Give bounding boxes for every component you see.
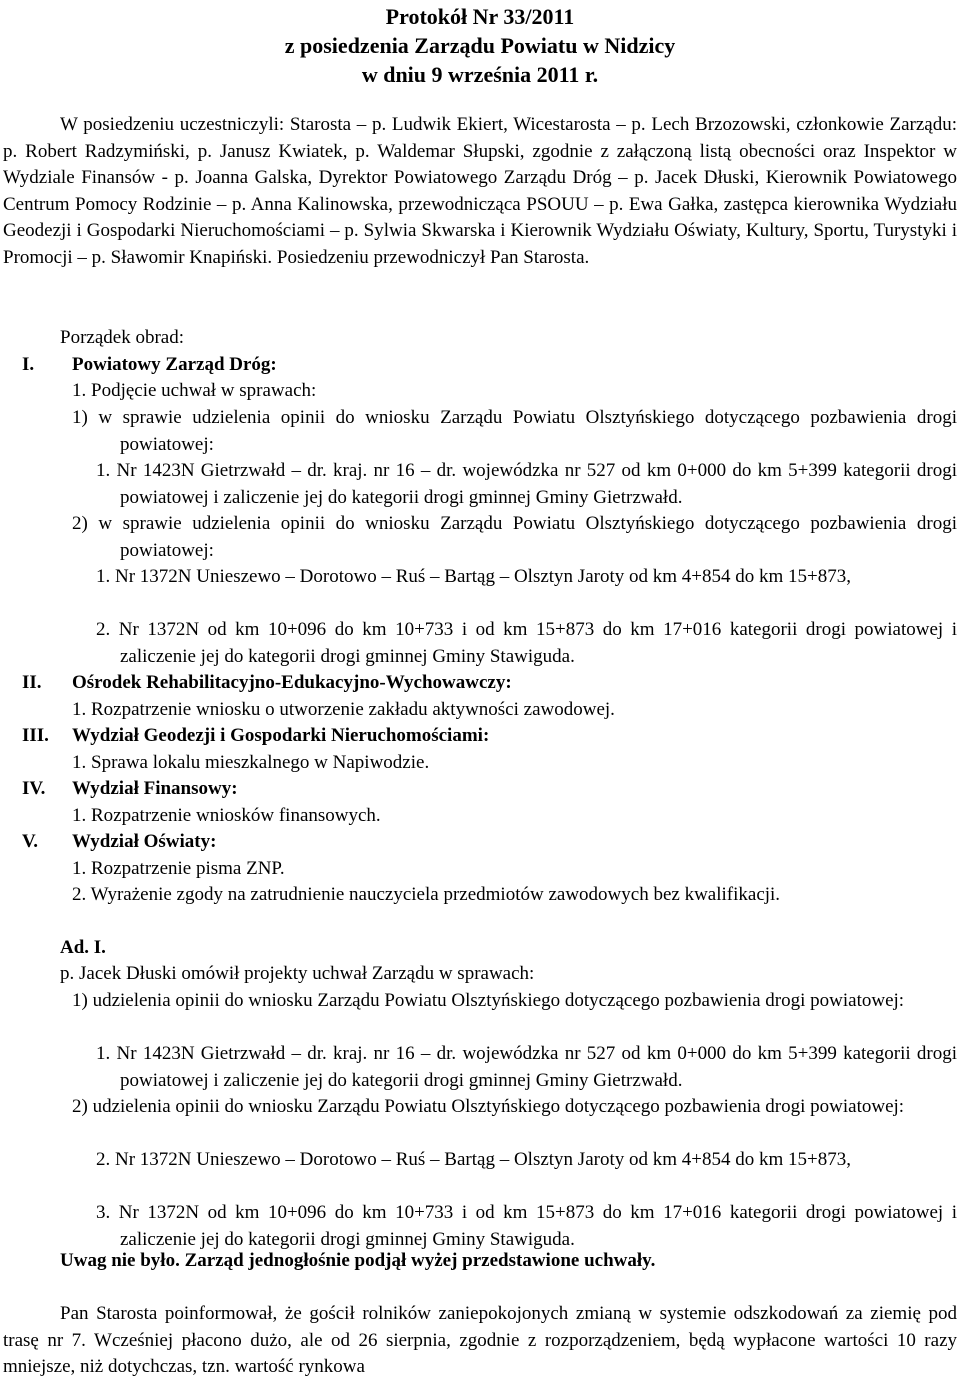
- section-numeral-3: III.: [22, 725, 49, 746]
- agenda-subitem: 1) w sprawie udzielenia opinii do wniosku Zarządu Powiatu Olsztyńskiego dotyczącego pozbawienia drogi powiatowej:: [72, 407, 957, 455]
- road-item: 2. Nr 1372N od km 10+096 do km 10+733 i od km 15+873 do km 17+016 kategorii drogi powiatowej i zaliczenie jej do kategorii drogi gminnej Gminy Stawiguda.: [96, 619, 957, 667]
- ad-road-item: 2. Nr 1372N Unieszewo – Dorotowo – Ruś – Bartąg – Olsztyn Jaroty od km 4+854 do km 15+873,: [96, 1149, 851, 1170]
- ad-intro: p. Jacek Dłuski omówił projekty uchwał Zarządu w sprawach:: [60, 963, 535, 984]
- section-numeral-2: II.: [22, 672, 42, 693]
- ad-subitem: 1) udzielenia opinii do wniosku Zarządu Powiatu Olsztyńskiego dotyczącego pozbawienia drogi powiatowej:: [72, 990, 905, 1011]
- agenda-item: 2. Wyrażenie zgody na zatrudnienie nauczyciela przedmiotów zawodowych bez kwalifikacji.: [72, 884, 781, 905]
- title-line-2: z posiedzenia Zarządu Powiatu w Nidzicy: [284, 33, 676, 58]
- ad-heading: Ad. I.: [60, 937, 106, 958]
- closing-paragraph: Pan Starosta poinformował, że gościł rolników zaniepokojonych zmianą w systemie odszkodowań za ziemię pod trasę nr 7. Wcześniej płacono dużo, ale od 26 sierpnia, zgodnie z rozporządzeniem, będą wypłacone wartości 10 razy mniejsze, niż dotychczas, tzn. wartość rynkowa: [3, 1303, 957, 1377]
- section-title-5: Wydział Oświaty:: [72, 831, 217, 852]
- road-item: 1. Nr 1372N Unieszewo – Dorotowo – Ruś – Bartąg – Olsztyn Jaroty od km 4+854 do km 15+873,: [96, 566, 851, 587]
- section-title-1: Powiatowy Zarząd Dróg:: [72, 354, 277, 375]
- ad-conclusion: Uwag nie było. Zarząd jednogłośnie podjął wyżej przedstawione uchwały.: [60, 1250, 656, 1271]
- section-title-4: Wydział Finansowy:: [72, 778, 238, 799]
- ad-subitem: 2) udzielenia opinii do wniosku Zarządu Powiatu Olsztyńskiego dotyczącego pozbawienia drogi powiatowej:: [72, 1096, 905, 1117]
- road-item: 1. Nr 1423N Gietrzwałd – dr. kraj. nr 16 – dr. wojewódzka nr 527 od km 0+000 do km 5+399 kategorii drogi powiatowej i zaliczenie jej do kategorii drogi gminnej Gminy Gietrzwałd.: [96, 460, 957, 508]
- section-numeral-4: IV.: [22, 778, 46, 799]
- agenda-subitem: 2) w sprawie udzielenia opinii do wniosku Zarządu Powiatu Olsztyńskiego dotyczącego pozbawienia drogi powiatowej:: [72, 513, 957, 561]
- ad-road-item: 3. Nr 1372N od km 10+096 do km 10+733 i od km 15+873 do km 17+016 kategorii drogi powiatowej i zaliczenie jej do kategorii drogi gminnej Gminy Stawiguda.: [96, 1202, 957, 1250]
- agenda-heading: Porządek obrad:: [60, 327, 184, 348]
- agenda-item: 1. Rozpatrzenie wniosków finansowych.: [72, 805, 381, 826]
- title-line-3: w dniu 9 września 2011 r.: [361, 62, 599, 87]
- agenda-item: 1. Podjęcie uchwał w sprawach:: [72, 380, 317, 401]
- agenda-item: 1. Rozpatrzenie wniosku o utworzenie zakładu aktywności zawodowej.: [72, 699, 615, 720]
- section-title-2: Ośrodek Rehabilitacyjno-Edukacyjno-Wychowawczy:: [72, 672, 512, 693]
- section-numeral-1: I.: [22, 354, 35, 375]
- section-title-3: Wydział Geodezji i Gospodarki Nieruchomościami:: [72, 725, 490, 746]
- title-line-1: Protokół Nr 33/2011: [385, 4, 575, 29]
- agenda-item: 1. Sprawa lokalu mieszkalnego w Napiwodzie.: [72, 752, 430, 773]
- attendance-paragraph: W posiedzeniu uczestniczyli: Starosta – p. Ludwik Ekiert, Wicestarosta – p. Lech Brzozowski, członkowie Zarządu: p. Robert Radzymiński, p. Janusz Kwiatek, p. Waldemar Słupski, zgodnie z załączoną listą obecności oraz Inspektor w Wydziale Finansów - p. Joanna Galska, Dyrektor Powiatowego Zarządu Dróg – p. Jacek Dłuski, Kierownik Powiatowego Centrum Pomocy Rodzinie – p. Anna Kalinowska, przewodnicząca PSOUU – p. Ewa Gałka, zastępca kierownika Wydziału Geodezji i Gospodarki Nieruchomościami – p. Sylwia Skwarska i Kierownik Wydziału Oświaty, Kultury, Sportu, Turystyki i Promocji – p. Sławomir Knapiński. Posiedzeniu przewodniczył Pan Starosta.: [3, 114, 957, 268]
- agenda-item: 1. Rozpatrzenie pisma ZNP.: [72, 858, 285, 879]
- section-numeral-5: V.: [22, 831, 39, 852]
- ad-road-item: 1. Nr 1423N Gietrzwałd – dr. kraj. nr 16 – dr. wojewódzka nr 527 od km 0+000 do km 5+399 kategorii drogi powiatowej i zaliczenie jej do kategorii drogi gminnej Gminy Gietrzwałd.: [96, 1043, 957, 1091]
- document-title: [0, 2, 960, 89]
